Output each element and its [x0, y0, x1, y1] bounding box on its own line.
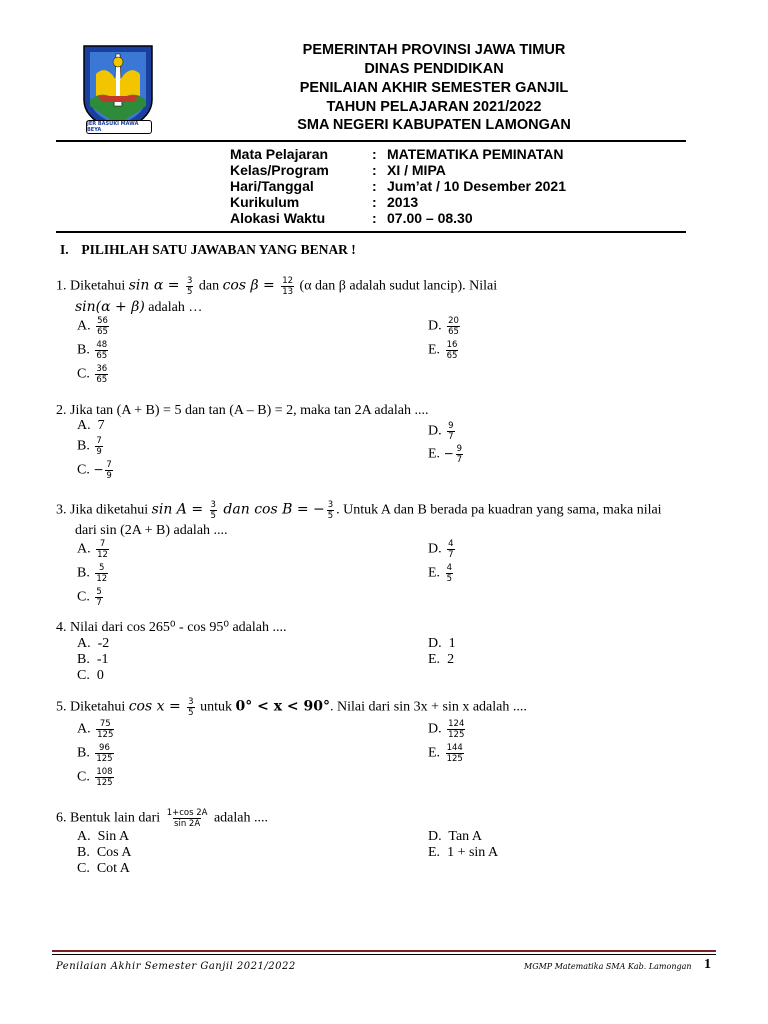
- section-number: I.: [60, 242, 69, 257]
- math-expr: cos x =: [128, 698, 186, 715]
- info-label: Kelas/Program: [230, 162, 329, 178]
- fraction: $\frac{3}{5}$: [186, 276, 193, 297]
- fraction: $\frac{3}{5}$: [210, 500, 216, 521]
- math-expr: cos B = −: [254, 501, 325, 518]
- info-row: [230, 194, 630, 210]
- header-rule: [56, 140, 686, 142]
- option-c[interactable]: C. 0: [77, 668, 104, 683]
- question-5: [56, 697, 527, 718]
- option-d[interactable]: D. $\frac{20}{65}$: [428, 316, 459, 337]
- option-c[interactable]: C. − $\frac{7}{9}$: [77, 460, 112, 481]
- question-text: Diketahui: [70, 278, 129, 294]
- question-number: 4.: [56, 620, 67, 635]
- question-text: Nilai dari cos 265⁰ - cos 95⁰ adalah ....: [70, 620, 287, 635]
- logo-motto: JER BASUKI MAWA BEYA: [87, 121, 139, 133]
- option-b[interactable]: B. $\frac{96}{125}$: [77, 743, 113, 764]
- option-c[interactable]: C. $\frac{5}{7}$: [77, 587, 102, 608]
- province-logo: [76, 40, 160, 140]
- info-row: [230, 178, 630, 194]
- info-colon: :: [372, 210, 377, 226]
- fraction: $\frac{3}{5}$: [188, 697, 194, 718]
- question-text: (α dan β adalah sudut lancip). Nilai: [296, 278, 498, 294]
- info-colon: :: [372, 194, 377, 210]
- info-row: [230, 146, 630, 162]
- logo-ribbon: [86, 120, 152, 134]
- info-label: Mata Pelajaran: [230, 146, 329, 162]
- option-b[interactable]: B. $\frac{5}{12}$: [77, 563, 108, 584]
- fraction: $\frac{12}{13}$: [282, 276, 294, 297]
- math-expr: dan: [218, 501, 255, 518]
- option-d[interactable]: D. Tan A: [428, 829, 483, 844]
- info-row: [230, 210, 630, 226]
- option-a[interactable]: A. Sin A: [77, 829, 130, 844]
- header-line-3: PENILAIAN AKHIR SEMESTER GANJIL: [299, 80, 569, 96]
- section-title-text: PILIHLAH SATU JAWABAN YANG BENAR !: [81, 242, 356, 257]
- option-d[interactable]: D. $\frac{124}{125}$: [428, 719, 465, 740]
- question-2: [56, 402, 428, 420]
- question-text: Jika tan (A + B) = 5 dan tan (A – B) = 2, maka tan 2A adalah ....: [70, 403, 429, 418]
- math-expr: sin(α + β): [75, 299, 145, 315]
- info-colon: :: [372, 178, 377, 194]
- option-a[interactable]: A. -2: [77, 636, 110, 651]
- info-row: [230, 162, 630, 178]
- option-d[interactable]: D. $\frac{9}{7}$: [428, 421, 454, 442]
- info-value: Jum’at / 10 Desember 2021: [387, 178, 566, 194]
- question-text: adalah …: [144, 300, 203, 315]
- question-text: Jika diketahui: [70, 502, 152, 518]
- info-value: 07.00 – 08.30: [387, 210, 473, 226]
- question-number: 2.: [56, 403, 67, 418]
- question-text: adalah ....: [210, 810, 268, 826]
- question-text: untuk: [196, 699, 236, 715]
- option-c[interactable]: C. Cot A: [77, 861, 130, 876]
- info-rule: [56, 231, 686, 233]
- question-text: . Untuk A dan B berada pa kuadran yang sama, maka nilai: [336, 502, 662, 518]
- fraction: $\frac{3}{5}$: [327, 500, 334, 521]
- info-label: Alokasi Waktu: [230, 210, 326, 226]
- question-text: Diketahui: [70, 699, 129, 715]
- question-3-line2: [75, 522, 228, 540]
- info-label: Kurikulum: [230, 194, 300, 210]
- question-text: dari sin (2A + B) adalah ....: [75, 523, 228, 538]
- math-expr: sin α =: [128, 277, 184, 294]
- page-number: 1: [704, 957, 711, 972]
- question-number: 5.: [56, 699, 67, 715]
- question-number: 6.: [56, 810, 67, 826]
- question-1-line2: [75, 298, 202, 317]
- question-text: Bentuk lain dari: [70, 810, 164, 826]
- math-expr: sin A =: [151, 501, 208, 518]
- question-1: [56, 276, 497, 297]
- option-b[interactable]: B. $\frac{48}{65}$: [77, 340, 108, 361]
- header-line-4: TAHUN PELAJARAN 2021/2022: [326, 99, 542, 115]
- option-b[interactable]: B. $\frac{7}{9}$: [77, 436, 102, 457]
- info-value: XI / MIPA: [387, 162, 446, 178]
- option-e[interactable]: E. − $\frac{9}{7}$: [428, 444, 463, 465]
- math-expr: cos β =: [222, 277, 280, 294]
- footer-rule: [52, 950, 716, 952]
- info-value: 2013: [387, 194, 419, 210]
- header-line-5: SMA NEGERI KABUPATEN LAMONGAN: [297, 117, 571, 133]
- option-a[interactable]: A. 7: [77, 418, 105, 433]
- info-value: MATEMATIKA PEMINATAN: [387, 146, 564, 162]
- option-a[interactable]: A. $\frac{56}{65}$: [77, 316, 108, 337]
- option-d[interactable]: D. $\frac{4}{7}$: [428, 539, 454, 560]
- option-e[interactable]: E. 2: [428, 652, 455, 667]
- question-text: . Nilai dari sin 3x + sin x adalah ....: [330, 699, 527, 715]
- exam-info: [230, 146, 630, 226]
- option-e[interactable]: E. 1 + sin A: [428, 845, 499, 860]
- question-6: [56, 808, 268, 829]
- option-c[interactable]: C. $\frac{108}{125}$: [77, 767, 113, 788]
- info-colon: :: [372, 162, 377, 178]
- header-line-1: PEMERINTAH PROVINSI JAWA TIMUR: [302, 42, 566, 58]
- question-number: 3.: [56, 502, 67, 518]
- option-b[interactable]: B. -1: [77, 652, 109, 667]
- footer-rule-thin: [52, 954, 716, 955]
- option-e[interactable]: E. $\frac{4}{5}$: [428, 563, 452, 584]
- option-a[interactable]: A. $\frac{75}{125}$: [77, 719, 114, 740]
- option-e[interactable]: E. $\frac{144}{125}$: [428, 743, 463, 764]
- option-d[interactable]: D. 1: [428, 636, 456, 651]
- option-e[interactable]: E. $\frac{16}{65}$: [428, 340, 458, 361]
- fraction: $\frac{1+\cos 2A}{\sin 2A}$: [166, 808, 208, 829]
- footer-right: MGMP Matematika SMA Kab. Lamongan: [524, 962, 692, 971]
- info-colon: :: [372, 146, 377, 162]
- section-title: [60, 241, 356, 259]
- option-a[interactable]: A. $\frac{7}{12}$: [77, 539, 108, 560]
- option-b[interactable]: B. Cos A: [77, 845, 132, 860]
- header-line-2: DINAS PENDIDIKAN: [364, 61, 504, 77]
- math-expr: 0° < x < 90°: [235, 698, 330, 715]
- question-number: 1.: [56, 278, 67, 294]
- option-c[interactable]: C. $\frac{36}{65}$: [77, 364, 108, 385]
- question-text: dan: [195, 278, 223, 294]
- info-label: Hari/Tanggal: [230, 178, 314, 194]
- question-3: [56, 500, 662, 521]
- footer-left: Penilaian Akhir Semester Ganjil 2021/2022: [56, 961, 296, 972]
